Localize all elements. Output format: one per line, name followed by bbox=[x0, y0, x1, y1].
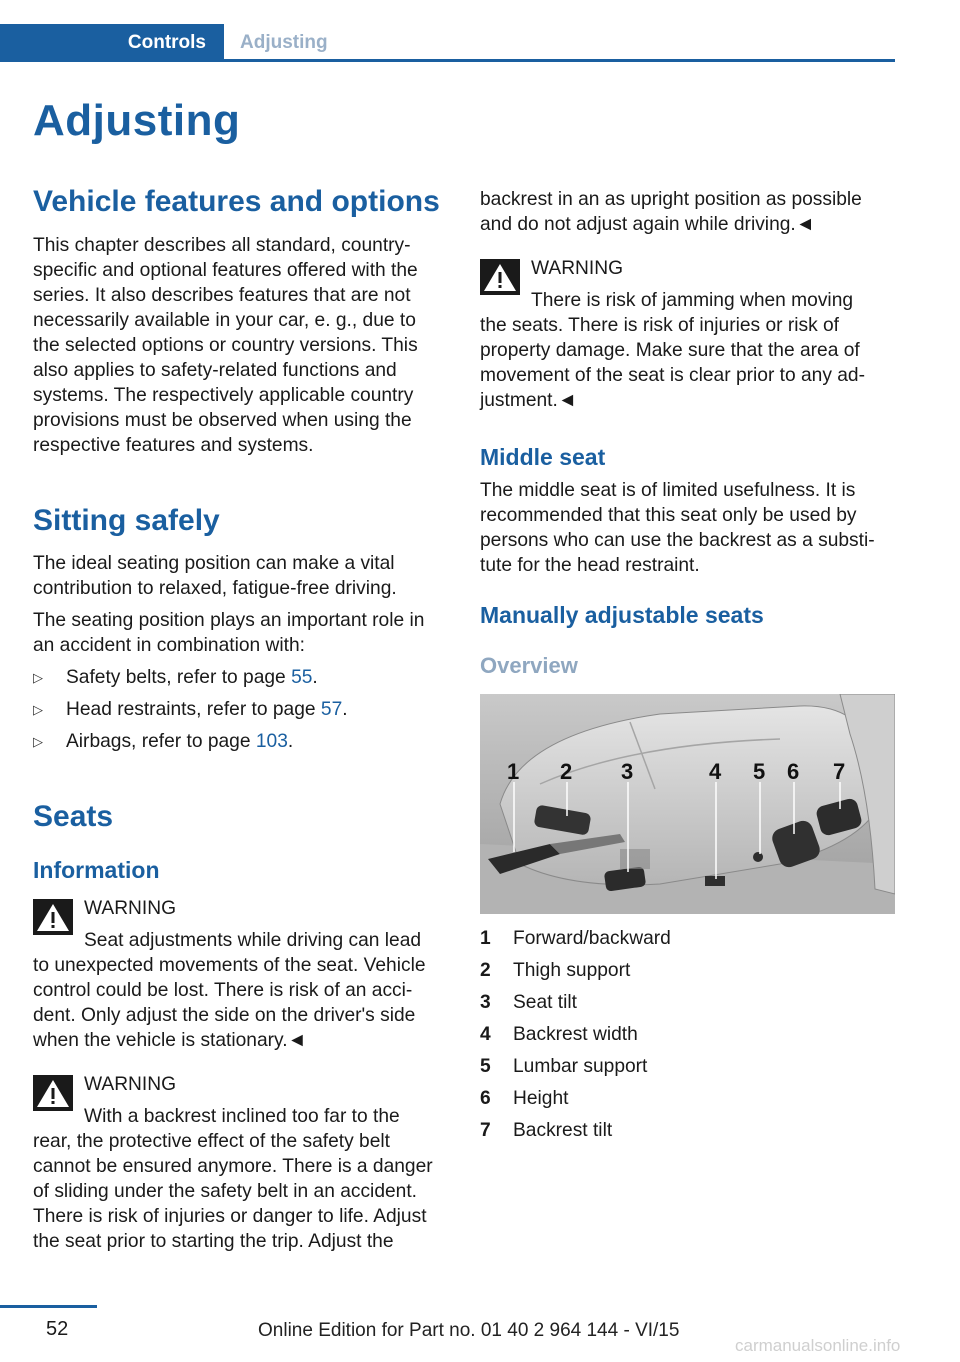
text-line: an accident in combination with: bbox=[33, 635, 305, 656]
page-number: 52 bbox=[46, 1318, 69, 1340]
text-line: and do not adjust again while driving.◄ bbox=[480, 214, 815, 235]
page-link-103[interactable]: 103 bbox=[255, 731, 288, 752]
text-line: This chapter describes all standard, country- bbox=[33, 235, 411, 256]
text-line: persons who can use the backrest as a substi- bbox=[480, 530, 875, 551]
footer-divider bbox=[0, 1305, 97, 1308]
text-line: the selected options or country versions. This bbox=[33, 335, 418, 356]
header-divider bbox=[0, 59, 895, 62]
text-line: There is risk of jamming when moving bbox=[531, 290, 854, 311]
legend-label: Lumbar support bbox=[513, 1056, 648, 1077]
callout-4: 4 bbox=[709, 759, 722, 784]
bullet-text: Airbags, refer to page bbox=[66, 731, 256, 752]
sitting-safely-heading: Sitting safely bbox=[33, 504, 220, 537]
vehicle-features-heading: Vehicle features and options bbox=[33, 185, 440, 218]
callout-1: 1 bbox=[507, 759, 520, 784]
callout-6: 6 bbox=[787, 759, 800, 784]
page-link-55[interactable]: 55 bbox=[291, 667, 313, 688]
callout-3: 3 bbox=[621, 759, 634, 784]
callout-2: 2 bbox=[560, 759, 573, 784]
text-line: backrest in an as upright position as possible bbox=[480, 189, 862, 210]
text-line: rear, the protective effect of the safety belt bbox=[33, 1131, 390, 1152]
legend-number: 5 bbox=[480, 1056, 491, 1077]
text-line: specific and optional features offered with the bbox=[33, 260, 418, 281]
warning-jamming-text bbox=[480, 288, 895, 413]
warning-seat-adjust-text bbox=[33, 928, 445, 1053]
legend-label: Forward/backward bbox=[513, 928, 671, 949]
text-line: Seat adjustments while driving can lead bbox=[84, 930, 422, 951]
triangle-bullet-icon: ▷ bbox=[33, 670, 43, 685]
text-line: control could be lost. There is risk of an acci- bbox=[33, 980, 413, 1001]
text-line: respective features and systems. bbox=[33, 435, 314, 456]
warning-label: WARNING bbox=[84, 1074, 177, 1095]
text-line: necessarily available in your car, e. g., due to bbox=[33, 310, 416, 331]
sitting-safely-text-1 bbox=[33, 551, 445, 601]
text-line: The ideal seating position can make a vital bbox=[33, 553, 395, 574]
legend-label: Thigh support bbox=[513, 960, 631, 981]
text-line: to unexpected movements of the seat. Vehicle bbox=[33, 955, 426, 976]
tab-adjusting[interactable]: Adjusting bbox=[240, 32, 328, 53]
text-line: the seats. There is risk of injuries or risk of bbox=[480, 315, 840, 336]
text-line: provisions must be observed when using the bbox=[33, 410, 412, 431]
legend-number: 3 bbox=[480, 992, 491, 1013]
text-line: The seating position plays an important role in bbox=[33, 610, 425, 631]
text-line: dent. Only adjust the side on the driver's side bbox=[33, 1005, 416, 1026]
text-line: With a backrest inclined too far to the bbox=[84, 1106, 400, 1127]
bullet-text: Head restraints, refer to page bbox=[66, 699, 321, 720]
legend-label: Seat tilt bbox=[513, 992, 577, 1013]
legend-number: 1 bbox=[480, 928, 491, 949]
watermark: carmanualsonline.info bbox=[735, 1336, 901, 1355]
text-line: The middle seat is of limited usefulness. It is bbox=[480, 480, 856, 501]
legend-number: 4 bbox=[480, 1024, 491, 1045]
seats-heading: Seats bbox=[33, 800, 114, 833]
legend-number: 7 bbox=[480, 1120, 491, 1141]
text-line: systems. The respectively applicable country bbox=[33, 385, 414, 406]
bullet-end: . bbox=[342, 699, 348, 720]
callout-5: 5 bbox=[753, 759, 766, 784]
edition-text: Online Edition for Part no. 01 40 2 964 144 - VI/15 bbox=[258, 1320, 680, 1341]
triangle-bullet-icon: ▷ bbox=[33, 702, 43, 717]
text-line: the seat prior to starting the trip. Adjust the bbox=[33, 1231, 394, 1252]
callout-7: 7 bbox=[833, 759, 846, 784]
text-line: also applies to safety-related functions and bbox=[33, 360, 397, 381]
bullet-end: . bbox=[312, 667, 318, 688]
legend-label: Backrest tilt bbox=[513, 1120, 613, 1141]
warning-backrest-text bbox=[33, 1104, 445, 1254]
text-line: tute for the head restraint. bbox=[480, 555, 700, 576]
warning-label: WARNING bbox=[531, 258, 624, 279]
backrest-continued-text bbox=[480, 187, 895, 237]
middle-seat-text bbox=[480, 478, 895, 578]
legend-label: Height bbox=[513, 1088, 569, 1109]
bullet-end: . bbox=[287, 731, 294, 752]
tab-controls[interactable]: Controls bbox=[0, 24, 224, 62]
vehicle-features-text bbox=[33, 233, 445, 458]
text-line: justment.◄ bbox=[480, 390, 577, 411]
text-line: movement of the seat is clear prior to any ad- bbox=[480, 365, 865, 386]
text-line: property damage. Make sure that the area of bbox=[480, 340, 860, 361]
warning-label: WARNING bbox=[84, 898, 177, 919]
text-line: cannot be ensured anymore. There is a danger bbox=[33, 1156, 433, 1177]
overview-heading: Overview bbox=[480, 653, 578, 678]
sitting-safely-text-2 bbox=[33, 608, 445, 658]
legend-number: 2 bbox=[480, 960, 491, 981]
text-line: recommended that this seat only be used by bbox=[480, 505, 857, 526]
seat-controls-illustration bbox=[480, 694, 895, 914]
triangle-bullet-icon: ▷ bbox=[33, 734, 43, 749]
manual-seats-heading: Manually adjustable seats bbox=[480, 602, 764, 628]
page-link-57[interactable]: 57 bbox=[320, 699, 343, 720]
text-line: when the vehicle is stationary.◄ bbox=[33, 1030, 307, 1051]
text-line: There is risk of injuries or danger to life. Adjust bbox=[33, 1206, 427, 1227]
text-line: of sliding under the safety belt in an accident. bbox=[33, 1181, 417, 1202]
legend-label: Backrest width bbox=[513, 1024, 638, 1045]
text-line: contribution to relaxed, fatigue-free driving. bbox=[33, 578, 397, 599]
legend-number: 6 bbox=[480, 1088, 491, 1109]
middle-seat-heading: Middle seat bbox=[480, 444, 606, 470]
information-heading: Information bbox=[33, 857, 160, 883]
text-line: series. It also describes features that are not bbox=[33, 285, 411, 306]
bullet-text: Safety belts, refer to page bbox=[66, 667, 292, 688]
page-title: Adjusting bbox=[33, 96, 241, 145]
